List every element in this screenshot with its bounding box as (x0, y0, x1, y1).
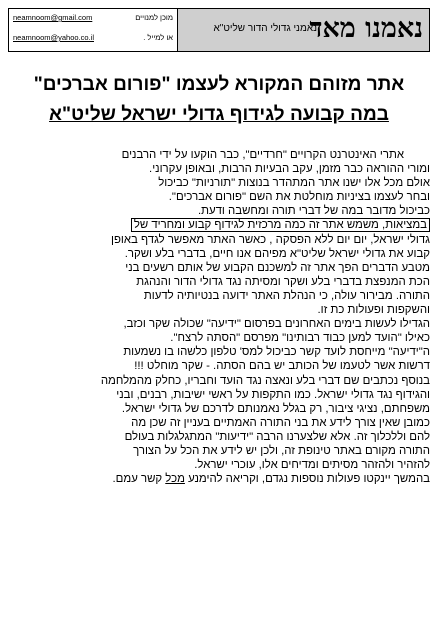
body-line: להם וללכלוך זה. אלא שלצערנו הרבה "ידיעות" המתגלגלות בעולם (124, 430, 430, 443)
brand-subtitle: נאמני גדולי הדור שליט"א (213, 23, 317, 34)
body-line: מטבע הדברים הפך אתר זה למשכנם הקבוע של אותם רשעים בני (125, 261, 430, 274)
header (8, 8, 430, 52)
body-line: בנוסף נכתבים שם דברי בלע ונאצה נגד הועד וחבריו, כחלק מהמלחמה (100, 374, 430, 387)
closing-line (10, 472, 430, 486)
header-title-box (177, 9, 429, 51)
body-line: אולם מכל אלו ישנו אתר המתהדר בנוצות "תורניות" כביכול (158, 177, 430, 190)
body-line: משפחתם, נציגי ציבור, רק בגלל נאמנותם לדרכם של גדולי ישראל. (121, 402, 430, 415)
closing-text-after: קשר עמם. (112, 473, 166, 486)
body-line-boxed (10, 218, 430, 232)
headline-line-1: אתר מזוהם המקורא לעצמו "פורום אברכים" (33, 74, 405, 95)
email-link-yahoo[interactable]: neamnoom@yahoo.co.il (13, 33, 94, 42)
body-line: הגדילו לעשות בימים האחרונים בפרסום "ידיעה" שכולה שקר וכזב, (123, 318, 430, 331)
body-line: התורה. מבירור עולה, כי הנהלת האתר ידועה בנטיותיה לדעות (143, 289, 430, 302)
body-line: כאילו "הועד למען כבוד רבותינו" מפרסם "הסתה לרצח". (170, 332, 430, 345)
body-line: והגידוף נגד גדולי ישראל. כמו התקפות על ראשי ישיבות, רבנים, ובני (116, 388, 430, 401)
contact-box (9, 9, 177, 51)
body-line: והשקפות ופעולות כת זו. (317, 304, 430, 317)
body-line: דרשות אשר לטעמו של הכותב יש בהם הסתה. - שקר מוחלט !!! (134, 360, 430, 373)
body-line: ה"ידיעה" מייחסת לועד קשר כביכול למס' טלפון כלשהו בו נשמעות (123, 346, 430, 359)
boxed-highlight: במציאות, משמש אתר זה כמה מרכזית לגידוף קבוע ומחריד של (131, 218, 430, 232)
brand-title: נאמנו מאד (309, 13, 423, 44)
body-line: כמובן שאין צורך לידע את בני התורה האמתיים בעניין זה שכן מה (131, 416, 430, 429)
email-link-gmail[interactable]: neamnoom@gmail.com (13, 13, 93, 22)
contact-label-email: או למייל . (143, 33, 173, 42)
body-line: כביכול מדובר במה של דברי תורה ומחשבה ודעת. (197, 205, 430, 218)
body-line: גדולי ישראל, יום יום ללא הפסקה , כאשר האתר מאפשר לגדף באופן (111, 233, 430, 246)
body-line: להזהיר ולהזהר מסיתים ומדיחים אלו, עוכרי ישראל. (194, 459, 430, 472)
body-line: ומורי ההוראה כבר מזמן, עקב הבעיות הרבות, ובאופן עקרוני. (149, 163, 430, 176)
article-body (10, 148, 430, 486)
body-line: אתרי האינטרנט הקרויים "חרדיים", כבר הוקעו על ידי הרבנים (121, 149, 404, 161)
body-line: קבוע את גדולי ישראל שליט"א מפיהם אנו חיים, בדברי בלע ושקר. (124, 247, 430, 260)
contact-label-subscribers: מוכן למנויים (135, 13, 173, 22)
body-line: ובחר לעצמו בציניות מוחלטת את השם "פורום אברכים". (168, 191, 430, 204)
closing-text-before: בהמשך יינקטו פעולות נוספות נגדם, וקריאה להימנע (184, 473, 430, 486)
body-line: התורה מקורם באתר טינופת זה, ולכן יש לידע את הכל על הצורך (133, 444, 430, 457)
body-line: הכת המנפצת בדברי בלע ושקר ומסיתה נגד גדולי הדור והנהגת (136, 275, 430, 288)
headline-line-2: במה קבועה לגידוף גדולי ישראל שליט"א (49, 104, 389, 125)
closing-underlined-word: מכל (165, 473, 185, 486)
